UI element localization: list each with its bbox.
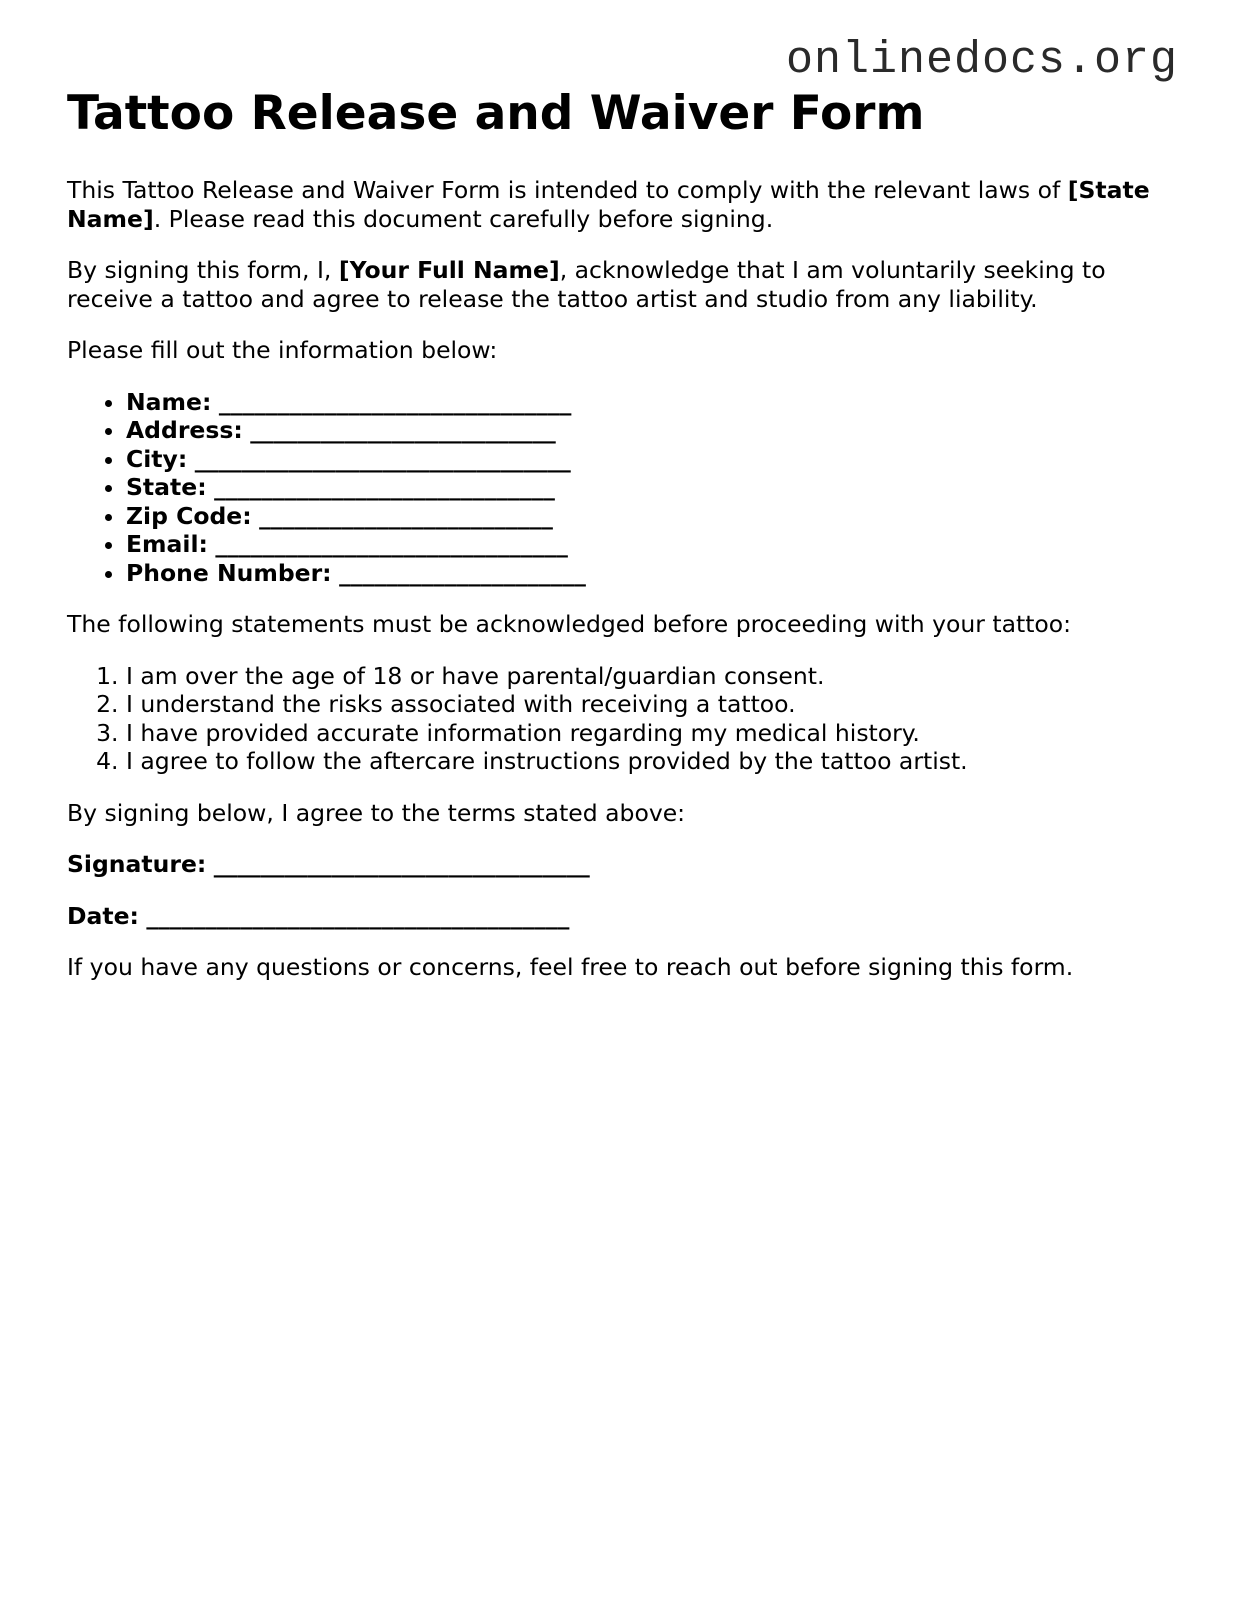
intro-text-1: This Tattoo Release and Waiver Form is intended to comply with the relevant laws of [67, 176, 1068, 204]
field-blank[interactable]: ________________________________ [194, 444, 571, 473]
statement-item: 2. I understand the risks associated with receiving a tattoo. [126, 690, 1177, 719]
acknowledge-paragraph [67, 256, 1177, 313]
field-blank[interactable]: _________________________ [259, 501, 553, 530]
statement-item: 3. I have provided accurate information regarding my medical history. [126, 719, 1177, 748]
field-blank[interactable]: ______________________________ [215, 530, 568, 558]
intro-paragraph [67, 176, 1177, 233]
fill-prompt: Please fill out the information below: [67, 336, 498, 364]
watermark: onlinedocs.org [785, 35, 1178, 86]
info-field-list [67, 388, 1177, 588]
field-label: Email: [126, 530, 208, 558]
document-body [67, 176, 1177, 1005]
state-name-placeholder: [State Name] [67, 176, 1150, 233]
field-label: Phone Number: [126, 558, 332, 587]
field-label: City: [126, 444, 188, 473]
statement-item: 1. I am over the age of 18 or have parental/guardian consent. [126, 662, 1177, 691]
field-zip-code [126, 502, 1177, 531]
signature-label: Signature: [67, 850, 207, 878]
field-city [126, 445, 1177, 474]
field-email [126, 530, 1177, 559]
field-blank[interactable]: _____________________ [339, 558, 586, 587]
statements-list [67, 662, 1177, 776]
closing-text: If you have any questions or concerns, feel free to reach out before signing this form. [67, 953, 1074, 981]
field-label: Address: [126, 416, 243, 444]
acknowledge-text-2: , acknowledge that I am voluntarily seeking to receive a tattoo and agree to release the tattoo artist and studio from any liability. [67, 256, 1106, 313]
signature-line [67, 850, 1177, 879]
agree-text: By signing below, I agree to the terms stated above: [67, 798, 686, 827]
field-name [126, 388, 1177, 417]
page-title: Tattoo Release and Waiver Form [67, 86, 925, 141]
field-label: Zip Code: [126, 501, 252, 530]
field-blank[interactable]: __________________________ [250, 416, 556, 444]
intro-text-2: . Please read this document carefully before signing. [153, 204, 774, 233]
field-label: State: [126, 473, 207, 501]
acknowledge-text-1: By signing this form, I, [67, 256, 339, 284]
date-blank[interactable]: ____________________________________ [146, 901, 570, 930]
statement-item: 4. I agree to follow the aftercare instructions provided by the tattoo artist. [126, 747, 1177, 776]
field-address [126, 416, 1177, 445]
full-name-placeholder: [Your Full Name] [338, 256, 560, 284]
field-state [126, 473, 1177, 502]
field-blank[interactable]: _____________________________ [214, 473, 555, 501]
field-blank[interactable]: ______________________________ [218, 387, 572, 416]
field-label: Name: [126, 387, 212, 416]
date-label: Date: [67, 901, 139, 930]
statements-intro: The following statements must be acknowledged before proceeding with your tattoo: [67, 610, 1072, 638]
date-line [67, 902, 1177, 931]
signature-blank[interactable]: ________________________________ [213, 850, 590, 878]
field-phone-number [126, 559, 1177, 588]
